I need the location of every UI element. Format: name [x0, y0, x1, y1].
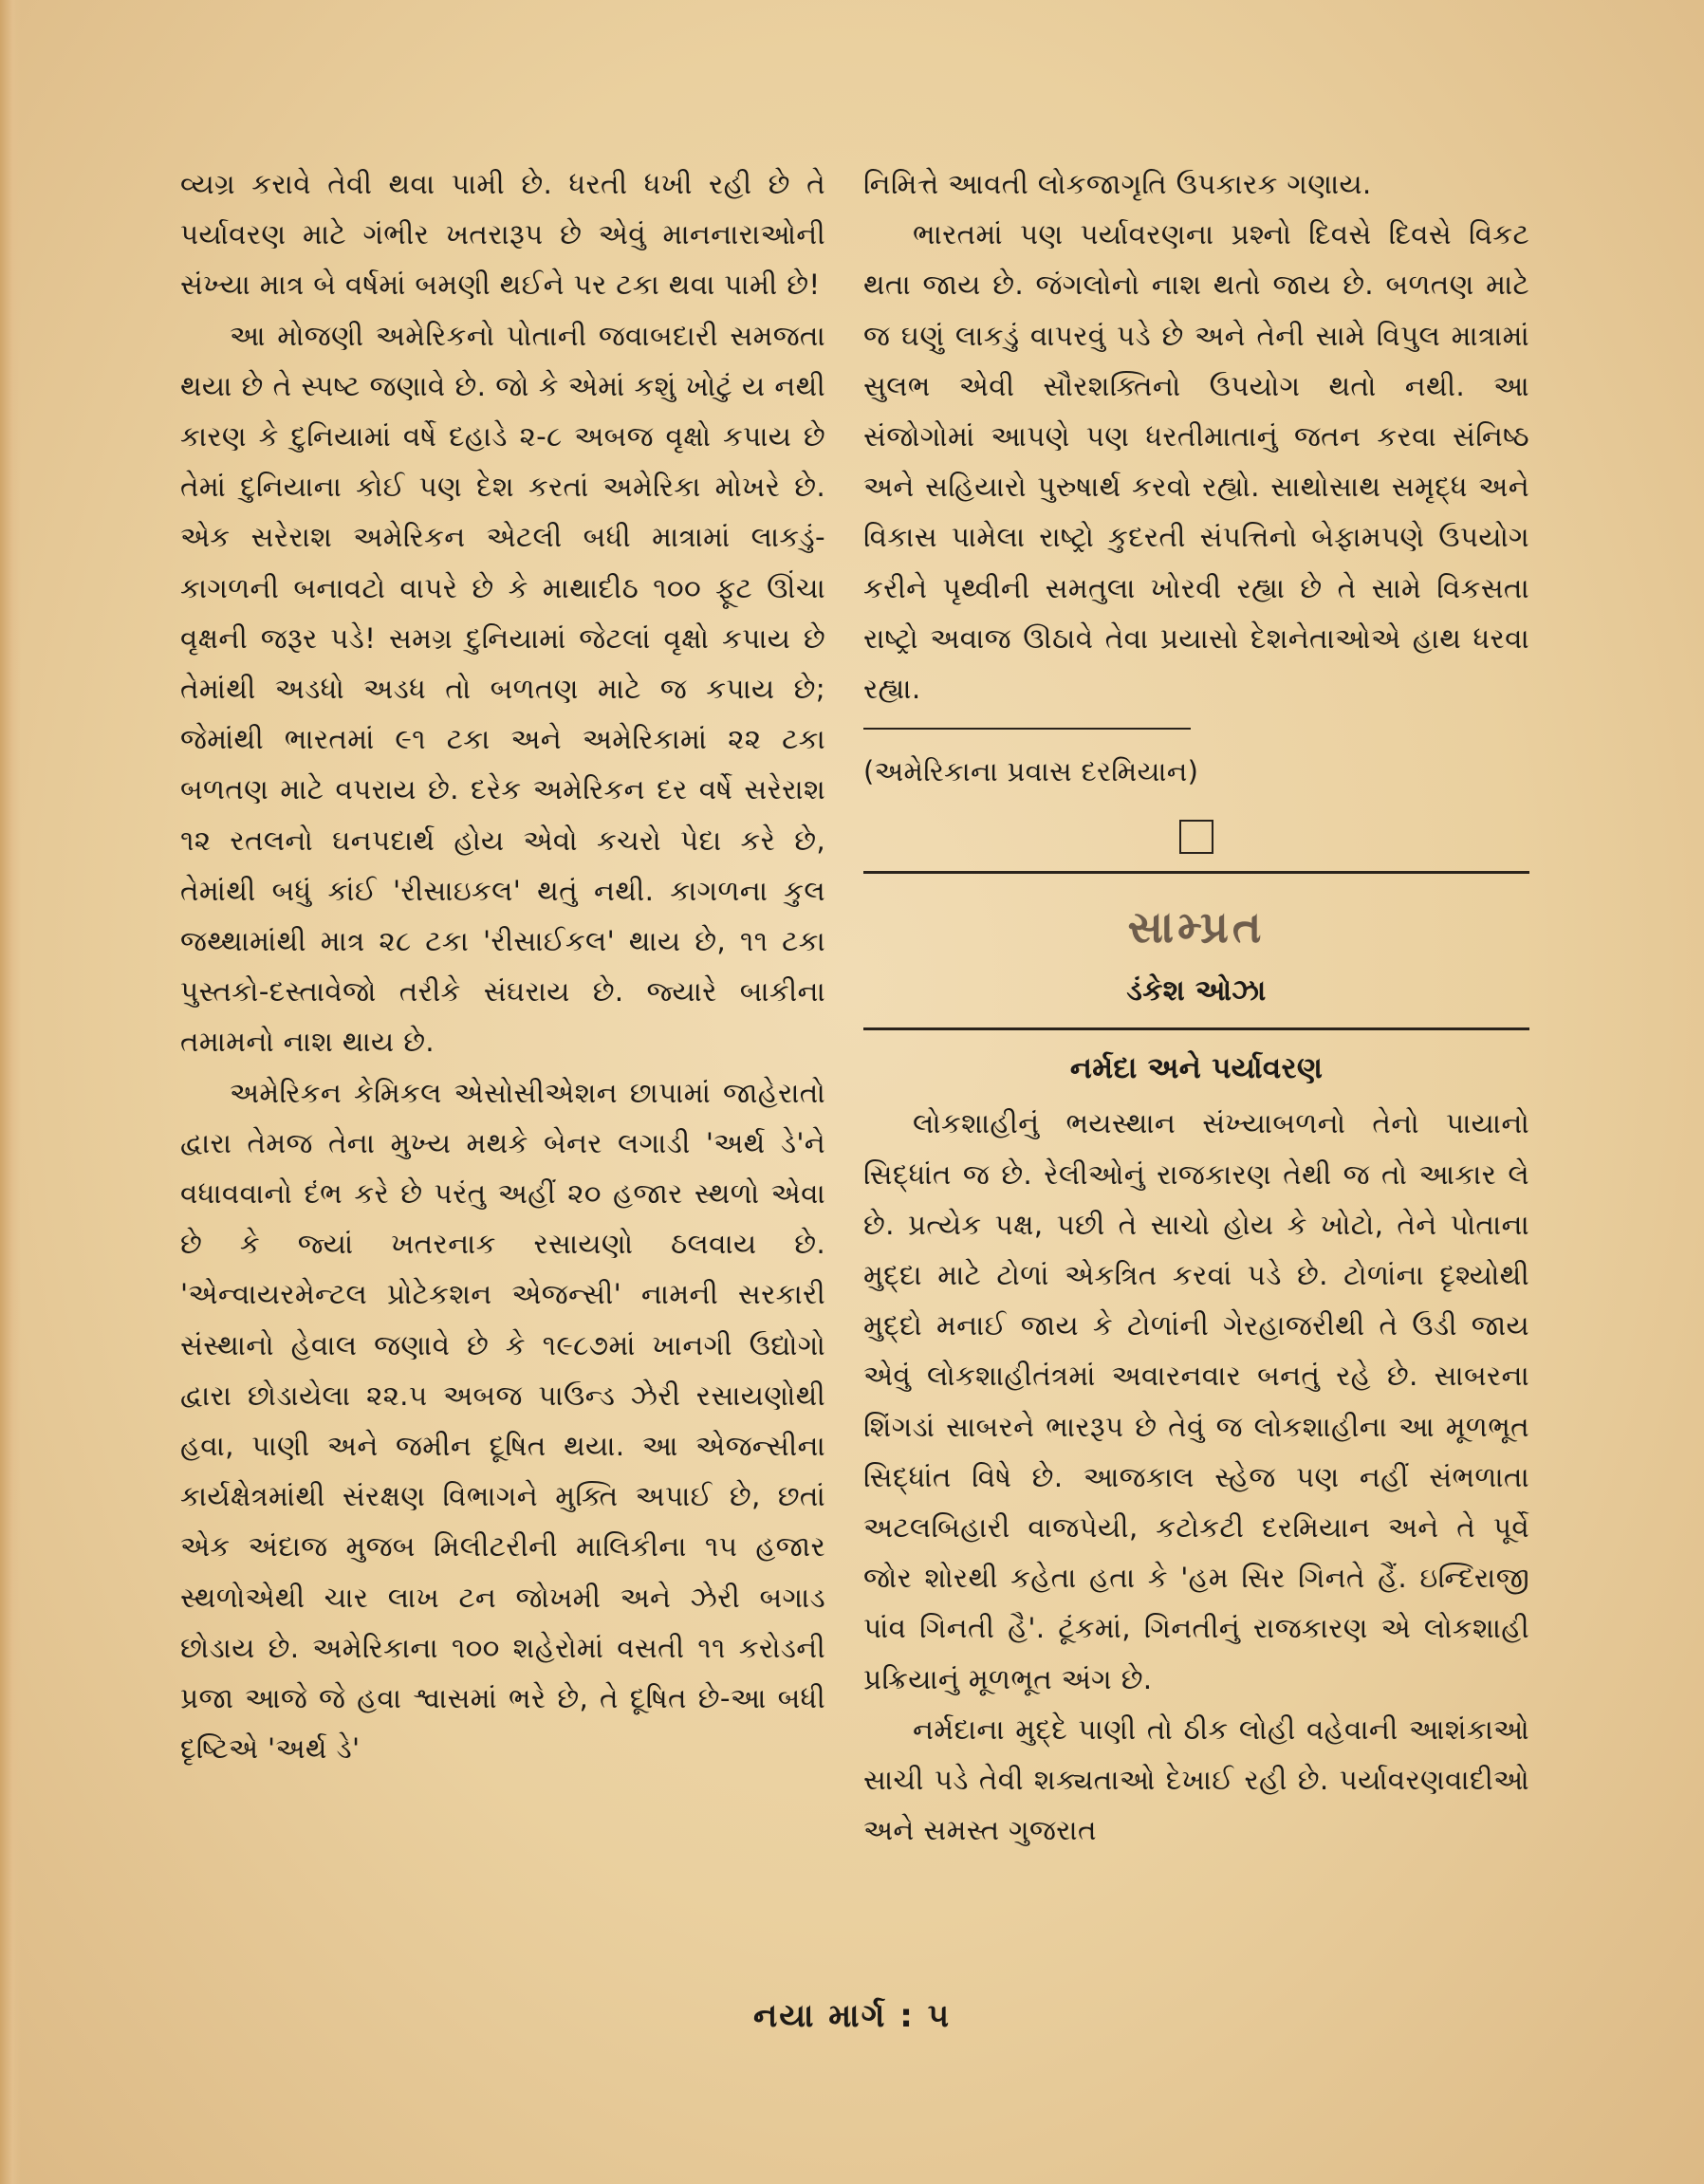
- section-bottom-rule: [863, 1027, 1529, 1030]
- page-footer: નયા માર્ગ : ૫: [752, 1997, 952, 2035]
- right-paragraph-2: ભારતમાં પણ પર્યાવરણના પ્રશ્નો દિવસે દિવસે વિકટ થતા જાય છે. જંગલોનો નાશ થતો જાય છે. બળતણ માટે જ ઘણું લાકડું વાપરવું પડે છે અને તેની સામે વિપુલ માત્રામાં સુલભ એવી સૌરશક્તિનો ઉપયોગ થતો નથી. આ સંજોગોમાં આપણે પણ ધરતીમાતાનું જતન કરવા સંનિષ્ઠ અને સહિયારો પુરુષાર્થ કરવો રહ્યો. સાથોસાથ સમૃદ્ધ અને વિકાસ પામેલા રાષ્ટ્રો કુદરતી સંપત્તિનો બેફામપણે ઉપયોગ કરીને પૃથ્વીની સમતુલા ખોરવી રહ્યા છે તે સામે વિકસતા રાષ્ટ્રો અવાજ ઊઠાવે તેવા પ્રયાસો દેશનેતાઓએ હાથ ધરવા રહ્યા.: [863, 218, 1529, 706]
- right-paragraph-1: નિમિત્તે આવતી લોકજાગૃતિ ઉપકારક ગણાય.: [863, 168, 1372, 200]
- left-paragraph-1: વ્યગ્ર કરાવે તેવી થવા પામી છે. ધરતી ધખી રહી છે તે પર્યાવરણ માટે ગંભીર ખતરારૂપ છે એવું માનનારાઓની સંખ્યા માત્ર બે વર્ષમાં બમણી થઈને પર ટકા થવા પામી છે!: [180, 168, 825, 302]
- section-title: સામ્પ્રત: [1127, 901, 1266, 953]
- article-title: નર્મદા અને પર્યાવરણ: [1069, 1051, 1324, 1086]
- right-column: [863, 159, 1529, 1856]
- end-square-icon: [1179, 820, 1213, 854]
- travel-note: (અમેરિકાના પ્રવાસ દરમિયાન): [863, 755, 1199, 788]
- end-mark: [863, 810, 1529, 856]
- left-paragraph-3: અમેરિકન કેમિકલ એસોસીએશન છાપામાં જાહેરાતો દ્વારા તેમજ તેના મુખ્ય મથકે બેનર લગાડી 'અર્થ ડે'ને વધાવવાનો દંભ કરે છે પરંતુ અહીં ૨૦ હજાર સ્થળો એવા છે કે જ્યાં ખતરનાક રસાયણો ઠલવાય છે. 'એન્વાયરમેન્ટલ પ્રોટેકશન એજન્સી' નામની સરકારી સંસ્થાનો હેવાલ જણાવે છે કે ૧૯૮૭માં ખાનગી ઉદ્યોગો દ્વારા છોડાયેલા ૨૨.૫ અબજ પાઉન્ડ ઝેરી રસાયણોથી હવા, પાણી અને જમીન દૂષિત થયા. આ એજન્સીના કાર્યક્ષેત્રમાંથી સંરક્ષણ વિભાગને મુક્તિ અપાઈ છે, છતાં એક અંદાજ મુજબ મિલીટરીની માલિકીના ૧૫ હજાર સ્થળોએથી ચાર લાખ ટન જોખમી અને ઝેરી બગાડ છોડાય છે. અમેરિકાના ૧૦૦ શહેરોમાં વસતી ૧૧ કરોડની પ્રજા આજે જે હવા શ્વાસમાં ભરે છે, તે દૂષિત છે-આ બધી દૃષ્ટિએ 'અર્થ ડે': [180, 1076, 825, 1766]
- left-column: [180, 159, 825, 1775]
- note-divider: [863, 728, 1191, 730]
- article-paragraph-1: લોકશાહીનું ભયસ્થાન સંખ્યાબળનો તેનો પાયાનો સિદ્ધાંત જ છે. રેલીઓનું રાજકારણ તેથી જ તો આકાર લે છે. પ્રત્યેક પક્ષ, પછી તે સાચો હોય કે ખોટો, તેને પોતાના મુદ્દા માટે ટોળાં એકત્રિત કરવાં પડે છે. ટોળાંના દૃશ્યોથી મુદ્દો મનાઈ જાય કે ટોળાંની ગેરહાજરીથી તે ઉડી જાય એવું લોકશાહીતંત્રમાં અવારનવાર બનતું રહે છે. સાબરના શિંગડાં સાબરને ભારરૂપ છે તેવું જ લોકશાહીના આ મૂળભૂત સિદ્ધાંત વિષે છે. આજકાલ સ્હેજ પણ નહીં સંભળાતા અટલબિહારી વાજપેયી, કટોકટી દરમિયાન અને તે પૂર્વે જોર શોરથી કહેતા હતા કે 'હમ સિર ગિનતે હૈં. ઇન્દિરાજી પાંવ ગિનતી હૈ'. ટૂંકમાં, ગિનતીનું રાજકારણ એ લોકશાહી પ્રક્રિયાનું મૂળભૂત અંગ છે.: [863, 1107, 1529, 1695]
- author-name: ડંકેશ ઓઝા: [1126, 974, 1267, 1009]
- section-top-rule: [863, 871, 1529, 874]
- article-paragraph-2: નર્મદાના મુદ્દે પાણી તો ઠીક લોહી વહેવાની આશંકાઓ સાચી પડે તેવી શક્યતાઓ દેખાઈ રહી છે. પર્યાવરણવાદીઓ અને સમસ્ત ગુજરાત: [863, 1712, 1529, 1847]
- torn-page-edge: [0, 0, 21, 2184]
- left-paragraph-2: આ મોજણી અમેરિકનો પોતાની જવાબદારી સમજતા થયા છે તે સ્પષ્ટ જણાવે છે. જો કે એમાં કશું ખોટું ય નથી કારણ કે દુનિયામાં વર્ષે દહાડે ૨-૮ અબજ વૃક્ષો કપાય છે તેમાં દુનિયાના કોઈ પણ દેશ કરતાં અમેરિકા મોખરે છે. એક સરેરાશ અમેરિકન એટલી બધી માત્રામાં લાકડું-કાગળની બનાવટો વાપરે છે કે માથાદીઠ ૧૦૦ ફૂટ ઊંચા વૃક્ષની જરૂર પડે! સમગ્ર દુનિયામાં જેટલાં વૃક્ષો કપાય છે તેમાંથી અડધો અડધ તો બળતણ માટે જ કપાય છે; જેમાંથી ભારતમાં ૯૧ ટકા અને અમેરિકામાં ૨૨ ટકા બળતણ માટે વપરાય છે. દરેક અમેરિકન દર વર્ષે સરેરાશ ૧૨ રતલનો ઘનપદાર્થ હોય એવો કચરો પેદા કરે છે, તેમાંથી બધું કાંઈ 'રીસાઇકલ' થતું નથી. કાગળના કુલ જથ્થામાંથી માત્ર ૨૮ ટકા 'રીસાઈકલ' થાય છે, ૧૧ ટકા પુસ્તકો-દસ્તાવેજો તરીકે સંઘરાય છે. જ્યારે બાકીના તમામનો નાશ થાય છે.: [180, 319, 825, 1059]
